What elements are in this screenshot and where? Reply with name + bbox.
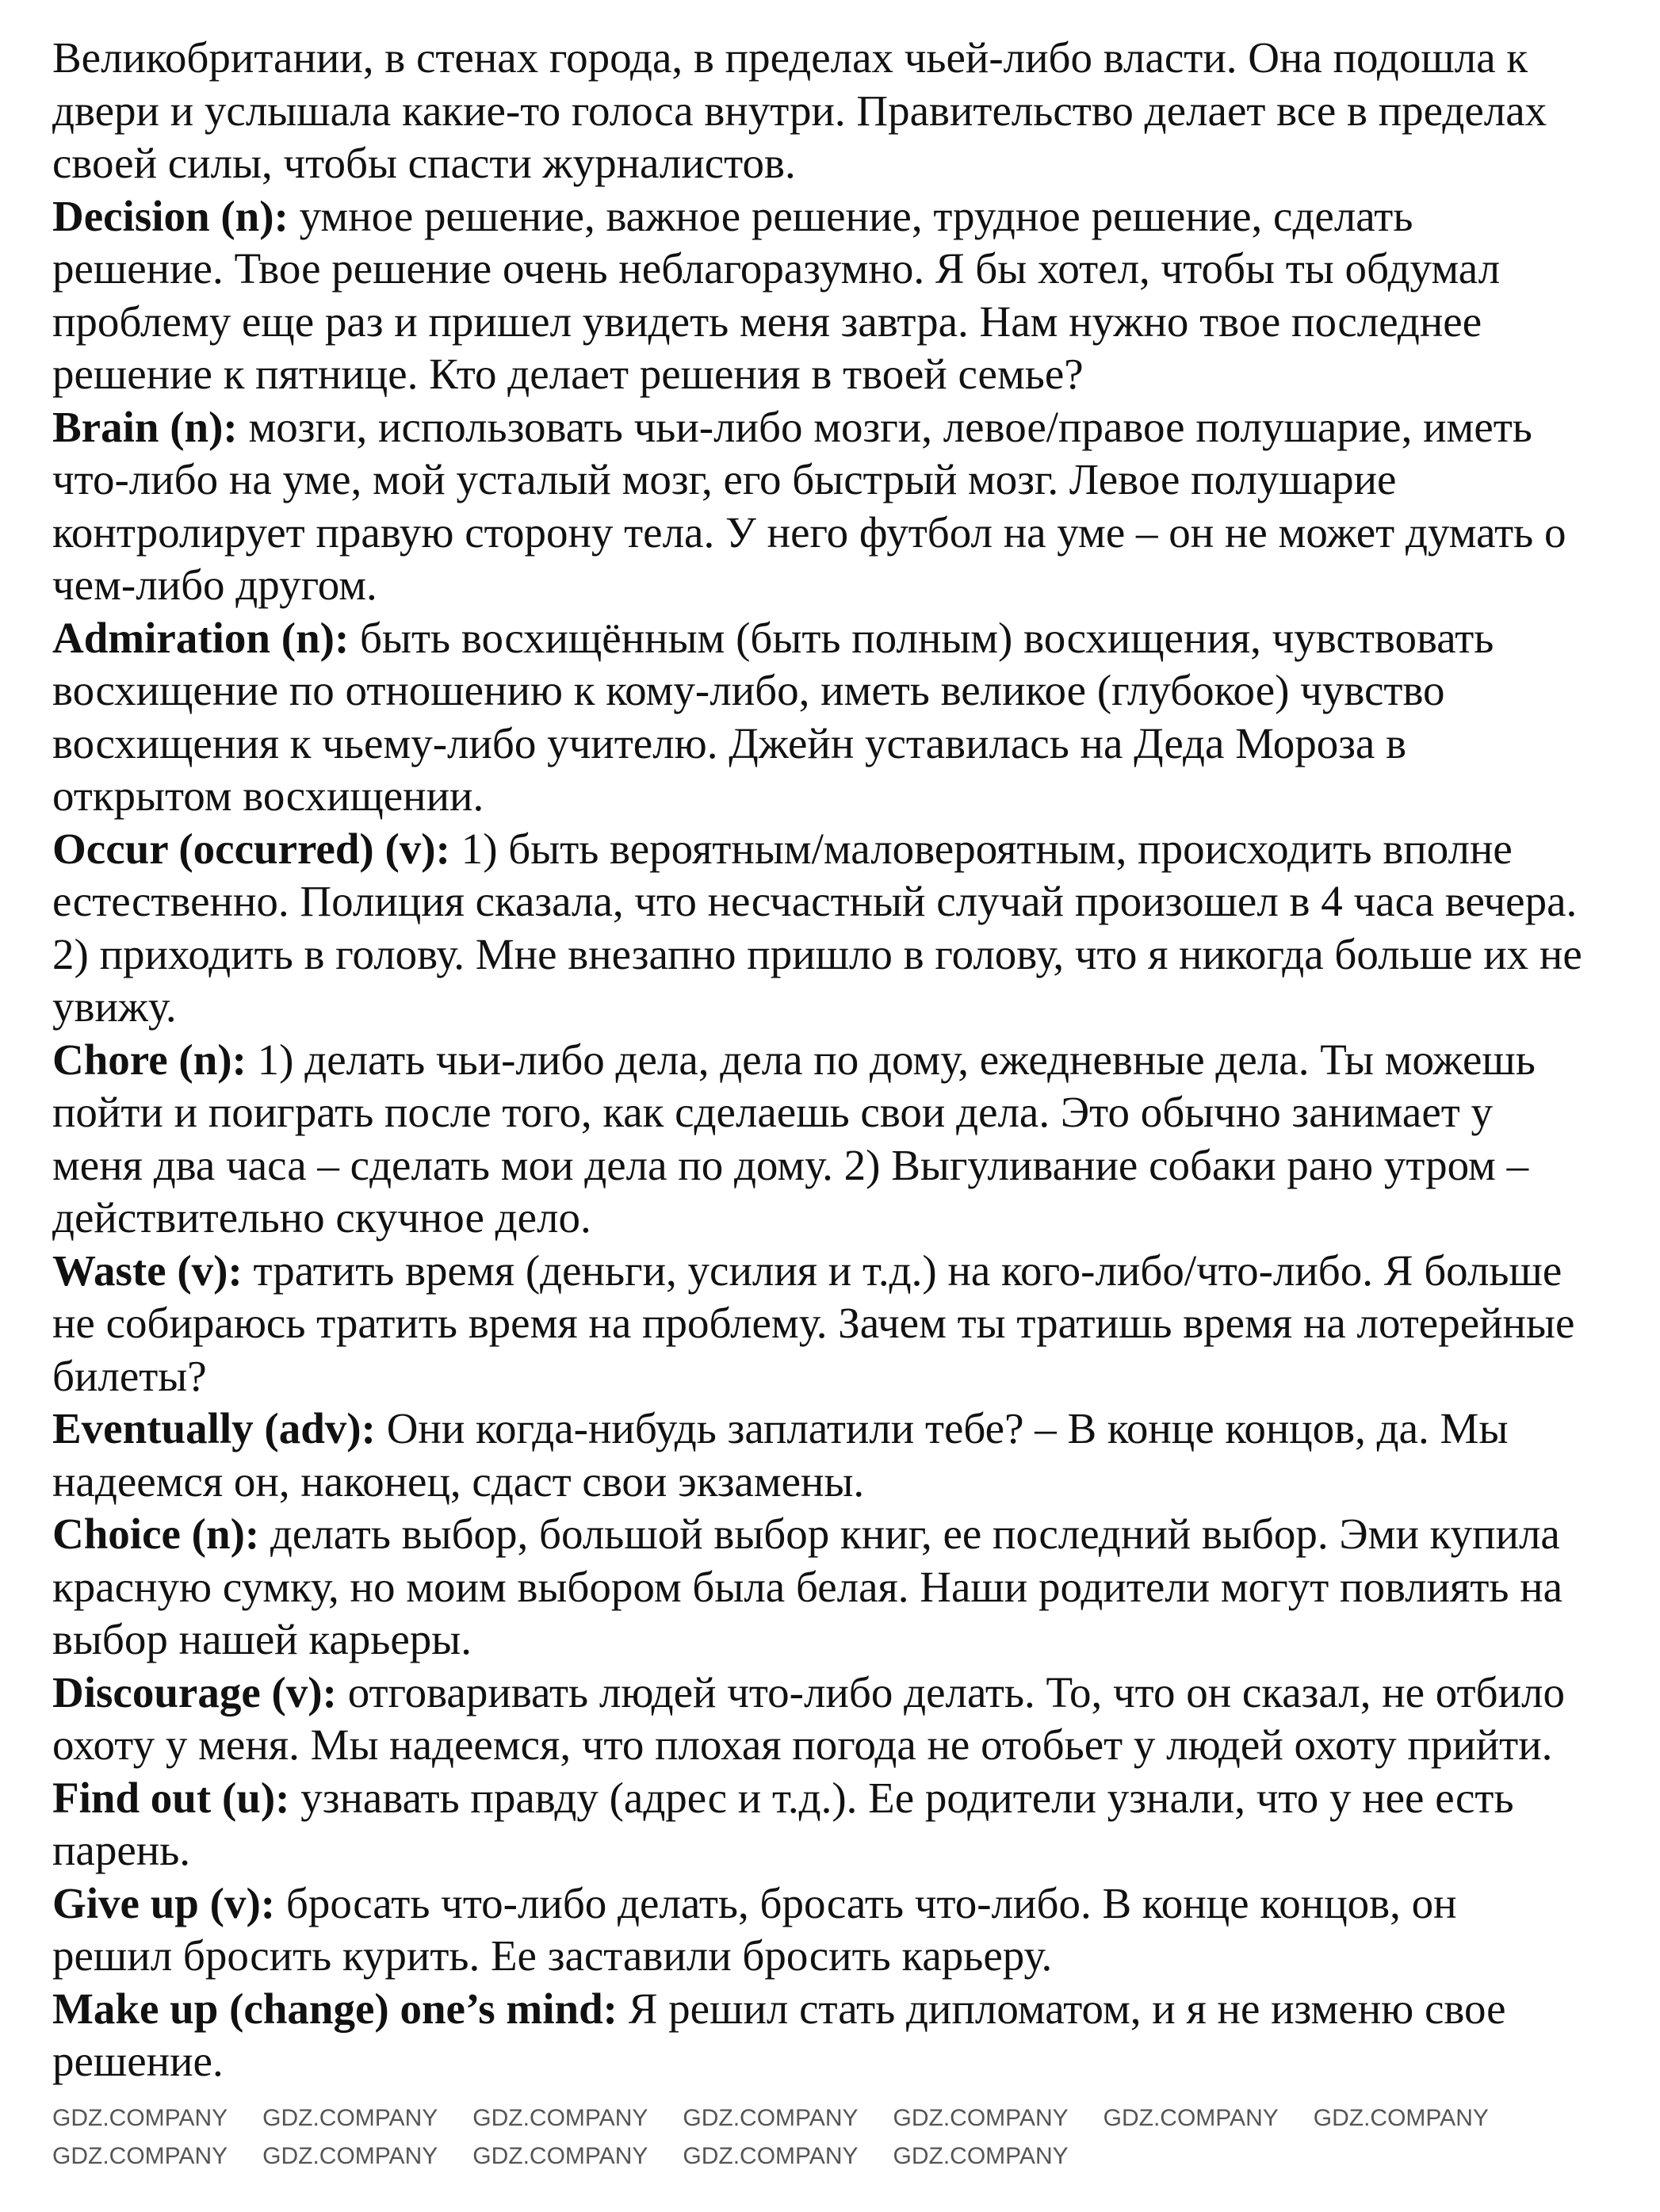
intro-paragraph: Великобритании, в стенах города, в пределах чьей-либо власти. Она подошла к двери и услышала какие-то голоса внутри. Правительство делает все в пределах своей силы, чтобы спасти журналистов. (52, 33, 1547, 187)
entry-definition: Они когда-нибудь заплатили тебе? – В конце концов, да. Мы надеемся он, наконец, сдаст свои экзамены. (52, 1404, 1509, 1506)
watermark-text: GDZ.COMPANY (262, 2104, 438, 2131)
entry-definition: бросать что-либо делать, бросать что-либо. В конце концов, он решил бросить курить. Ее заставили бросить карьеру. (52, 1878, 1457, 1980)
watermark-text: GDZ.COMPANY (472, 2104, 648, 2131)
vocabulary-entry (52, 190, 1582, 401)
entry-definition: 1) быть вероятным/маловероятным, происходить вполне естественно. Полиция сказала, что несчастный случай произошел в 4 часа вечера. 2) приходить в голову. Мне внезапно пришло в голову, что я никогда больше их не увижу. (52, 824, 1582, 1031)
vocabulary-entry (52, 1772, 1582, 1877)
vocabulary-entry (52, 401, 1582, 612)
entry-term: Decision (n): (52, 191, 289, 240)
vocabulary-entry (52, 823, 1582, 1034)
vocabulary-entry (52, 1508, 1582, 1667)
entry-definition: 1) делать чьи-либо дела, дела по дому, ежедневные дела. Ты можешь пойти и поиграть после того, как сделаешь свои дела. Это обычно занимает у меня два часа – сделать мои дела по дому. 2) Выгуливание собаки рано утром – действительно скучное дело. (52, 1035, 1536, 1242)
entry-definition: Я решил стать дипломатом, и я не изменю свое решение. (52, 1984, 1506, 2085)
entry-term: Waste (v): (52, 1246, 243, 1295)
entry-term: Eventually (adv): (52, 1404, 376, 1452)
entry-term: Choice (n): (52, 1510, 260, 1558)
entry-term: Give up (v): (52, 1878, 276, 1927)
entry-definition: отговаривать людей что-либо делать. То, что он сказал, не отбило охоту у меня. Мы надеемся, что плохая погода не отобьет у людей охоту прийти. (52, 1667, 1565, 1769)
entry-definition: тратить время (деньги, усилия и т.д.) на кого-либо/что-либо. Я больше не собираюсь тратить время на проблему. Зачем ты тратишь время на лотерейные билеты? (52, 1246, 1575, 1400)
entry-definition: узнавать правду (адрес и т.д.). Ее родители узнали, что у нее есть парень. (52, 1773, 1514, 1874)
vocabulary-entry (52, 1983, 1582, 2088)
entry-definition: делать выбор, большой выбор книг, ее последний выбор. Эми купила красную сумку, но моим выбором была белая. Наши родители могут повлиять на выбор нашей карьеры. (52, 1510, 1563, 1663)
entry-definition: быть восхищённым (быть полным) восхищения, чувствовать восхищение по отношению к кому-либо, иметь великое (глубокое) чувство восхищения к чьему-либо учителю. Джейн уставилась на Деда Мороза в открытом восхищении. (52, 613, 1494, 820)
entry-definition: мозги, использовать чьи-либо мозги, левое/правое полушарие, иметь что-либо на уме, мой усталый мозг, его быстрый мозг. Левое полушарие контролирует правую сторону тела. У него футбол на уме – он не может думать о чем-либо другом. (52, 402, 1566, 609)
entry-term: Find out (u): (52, 1773, 290, 1822)
entry-term: Brain (n): (52, 402, 238, 451)
watermark-text: GDZ.COMPANY (52, 2104, 228, 2131)
entry-term: Chore (n): (52, 1035, 247, 1084)
vocabulary-entry (52, 1034, 1582, 1245)
vocabulary-entry (52, 1877, 1582, 1983)
watermark-text: GDZ.COMPANY (472, 2142, 648, 2169)
vocabulary-entry (52, 1403, 1582, 1508)
watermark-text: GDZ.COMPANY (893, 2104, 1069, 2131)
vocabulary-entry (52, 612, 1582, 823)
entry-term: Discourage (v): (52, 1667, 337, 1716)
vocabulary-entry (52, 1667, 1582, 1772)
watermark-text: GDZ.COMPANY (262, 2142, 438, 2169)
entry-term: Admiration (n): (52, 613, 350, 662)
entry-term: Occur (occurred) (v): (52, 824, 450, 873)
vocabulary-list (52, 190, 1582, 2088)
entry-term: Make up (change) one’s mind: (52, 1984, 618, 2033)
watermark-text: GDZ.COMPANY (893, 2142, 1069, 2169)
watermark-text: GDZ.COMPANY (1313, 2104, 1489, 2131)
watermark-text: GDZ.COMPANY (683, 2104, 859, 2131)
watermark-text: GDZ.COMPANY (52, 2142, 228, 2169)
vocabulary-entry (52, 1245, 1582, 1403)
entry-definition: умное решение, важное решение, трудное решение, сделать решение. Твое решение очень неблагоразумно. Я бы хотел, чтобы ты обдумал проблему еще раз и пришел увидеть меня завтра. Нам нужно твое последнее решение к пятнице. Кто делает решения в твоей семье? (52, 191, 1501, 398)
watermark-text: GDZ.COMPANY (1103, 2104, 1279, 2131)
watermark-text: GDZ.COMPANY (683, 2142, 859, 2169)
watermarks (0, 2088, 1555, 2195)
